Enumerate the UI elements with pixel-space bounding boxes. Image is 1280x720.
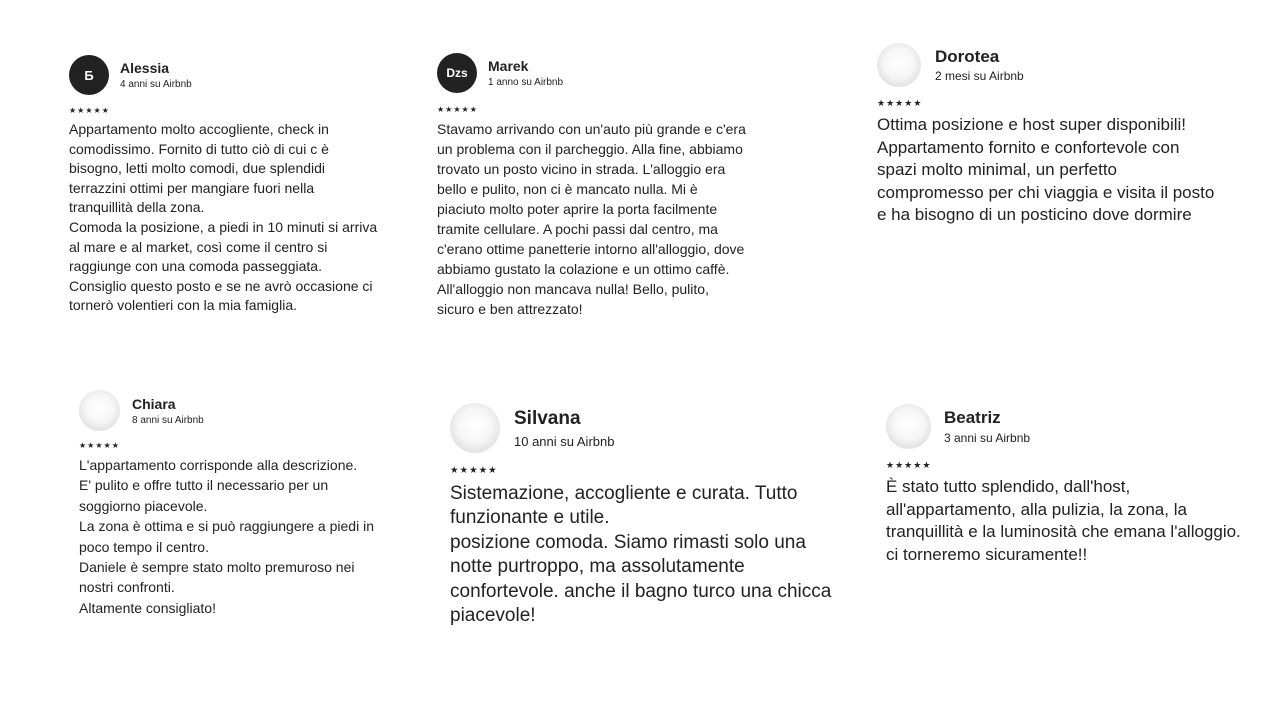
reviewer-name: Dorotea [935,47,1000,66]
star-icon: ★ [913,98,922,108]
review-card [437,53,747,319]
star-icon: ★ [93,106,101,115]
rating-stars [450,466,840,476]
review-card [69,55,379,316]
star-icon: ★ [469,105,477,114]
reviewer-tenure: 3 anni su Airbnb [944,431,1031,445]
reviewer-tenure: 1 anno su Airbnb [488,77,564,88]
avatar[interactable] [79,390,120,431]
avatar[interactable] [450,403,500,453]
review-line: Daniele è sempre stato molto premuroso nei nostri confronti. [79,559,355,596]
review-header [79,390,379,431]
avatar[interactable] [886,404,931,449]
avatar[interactable] [69,55,109,95]
star-icon: ★ [904,460,913,470]
review-header [450,403,840,453]
review-line: E' pulito e offre tutto il necessario per un soggiorno piacevole. [79,477,329,514]
review-card [450,403,840,629]
star-icon: ★ [103,441,111,450]
review-line: Consiglio questo posto e se ne avrò occasione ci tornerò volentieri con la mia famiglia. [69,277,373,314]
star-icon: ★ [95,441,103,450]
star-icon: ★ [913,460,922,470]
star-icon: ★ [895,98,904,108]
review-header [69,55,379,95]
reviewer-tenure: 2 mesi su Airbnb [935,69,1024,83]
review-text [437,119,747,319]
review-card [877,43,1222,227]
rating-stars [877,99,1222,108]
star-icon: ★ [85,106,93,115]
star-icon: ★ [886,460,895,470]
review-line: La zona è ottima e si può raggiungere a piedi in poco tempo il centro. [79,518,374,555]
rating-stars [69,107,379,115]
star-icon: ★ [87,441,95,450]
rating-stars [437,106,747,114]
review-text [886,476,1241,566]
review-card [886,404,1241,566]
star-icon: ★ [922,460,931,470]
star-icon: ★ [877,98,886,108]
reviewer-tenure: 8 anni su Airbnb [132,414,204,426]
star-icon: ★ [453,105,461,114]
star-icon: ★ [459,465,469,476]
star-icon: ★ [469,465,478,476]
star-icon: ★ [101,106,109,115]
review-header [437,53,747,93]
reviewer-name: Marek [488,58,529,74]
rating-stars [886,461,1241,470]
avatar-initials: Dzs [446,66,468,80]
review-text [877,114,1222,227]
star-icon: ★ [77,106,85,115]
review-line: Appartamento fornito e confortevole con spazi molto minimal, un perfetto compromesso per chi viaggia e visita il posto e ha bisogno di un posticino dove dormire [877,137,1215,224]
star-icon: ★ [79,441,87,450]
star-icon: ★ [461,105,469,114]
star-icon: ★ [450,465,459,476]
review-line: L'appartamento corrisponde alla descrizione. [79,457,358,473]
avatar[interactable] [877,43,921,87]
review-line: posizione comoda. Siamo rimasti solo una notte purtroppo, ma assolutamente confortevole. anche il bagno turco una chicca piacevole! [450,531,832,627]
reviewer-name: Silvana [514,407,581,429]
avatar-initials: Б [84,67,94,83]
reviewer-name: Alessia [120,60,170,76]
review-header [886,404,1241,449]
review-line: Stavamo arrivando con un'auto più grande e c'era un problema con il parcheggio. Alla fine, abbiamo trovato un posto vicino in strada. L'alloggio era bello e pulito, non ci è mancato nulla. Mi è piaciuto molto poter aprire la porta facilmente tramite cellulare. A pochi passi dal centro, ma c'erano ottime panetterie intorno all'alloggio, dove abbiamo gustato la colazione e un ottimo caffè. All'alloggio non mancava nulla! Bello, pulito, sicuro e ben attrezzato! [437,121,746,317]
review-text [79,455,379,618]
reviewer-name: Beatriz [944,408,1001,427]
star-icon: ★ [437,105,445,114]
reviewer-name: Chiara [132,395,176,412]
star-icon: ★ [488,465,497,476]
star-icon: ★ [886,98,895,108]
star-icon: ★ [69,106,77,115]
review-text [450,482,840,630]
review-line: È stato tutto splendido, dall'host, all'appartamento, alla pulizia, la zona, la tranquillità e la luminosità che emana l'alloggio. ci torneremo sicuramente!! [886,477,1241,564]
review-line: Appartamento molto accogliente, check in comodissimo. Fornito di tutto ciò di cui c è bisogno, letti molto comodi, due splendidi terrazzini ottimi per mangiare fuori nella tranquillità della zona. [69,121,329,216]
review-line: Ottima posizione e host super disponibili! [877,115,1186,134]
star-icon: ★ [445,105,453,114]
star-icon: ★ [478,465,488,476]
review-line: Sistemazione, accogliente e curata. Tutto funzionante e utile. [450,482,798,529]
star-icon: ★ [111,441,119,450]
rating-stars [79,442,379,450]
review-line: Comoda la posizione, a piedi in 10 minuti si arriva al mare e al market, così come il centro si raggiunge con una comoda passeggiata. [69,218,378,275]
review-text [69,120,379,316]
star-icon: ★ [895,460,904,470]
review-header [877,43,1222,87]
reviewer-tenure: 4 anni su Airbnb [120,79,192,90]
avatar[interactable] [437,53,477,93]
reviewer-tenure: 10 anni su Airbnb [514,433,615,449]
review-card [79,390,379,618]
review-line: Altamente consigliato! [79,599,216,616]
star-icon: ★ [904,98,913,108]
